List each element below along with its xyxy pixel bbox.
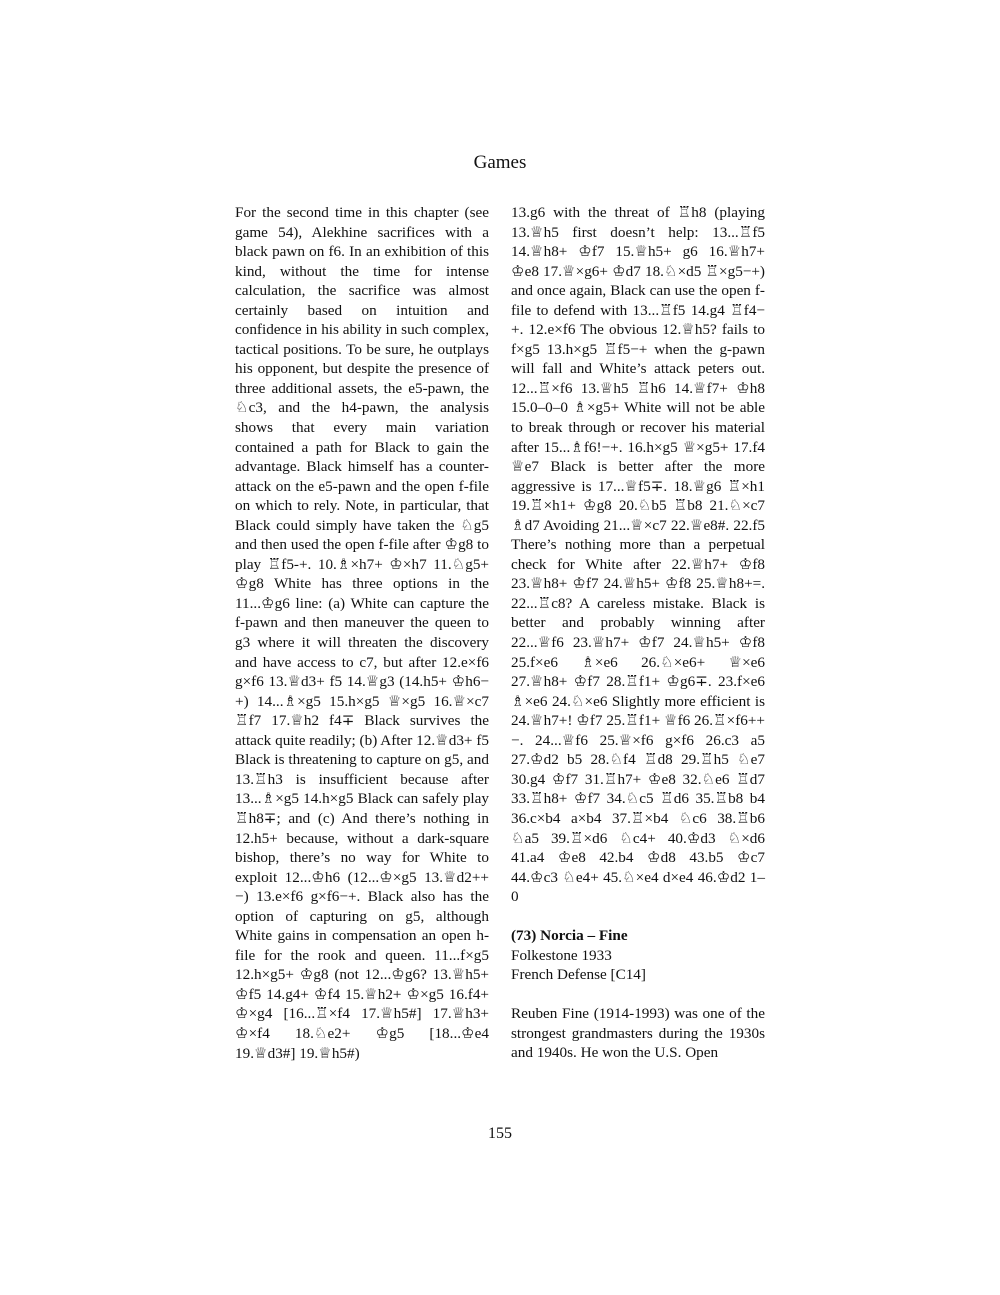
page-number: 155 (488, 1125, 512, 1142)
right-column (511, 203, 765, 1063)
commentary-paragraph: 13.g6 with the threat of ♖h8 (playing 13.♕h5 first doesn’t help: 13...♖f5 14.♕h8+ ♔f7 15.♕h5+ g6 16.♕h7+ ♔e8 17.♕×g6+ ♔d7 18.♘×d5 ♖×g5−+) and once again, Black can use the open f-file to defend with 13...♖f5 14.g4 ♖f4−+. 12.e×f6 The obvious 12.♕h5? fails to f×g5 13.h×g5 ♖f5−+ when the g-pawn will fall and White’s attack peters out. 12...♖×f6 13.♕h5 ♖h6 14.♕f7+ ♔h8 15.0–0–0 ♗×g5+ White will not be able to break through or recover his material after 15...♗f6!−+. 16.h×g5 ♕×g5+ 17.f4 ♕e7 Black is better after the more aggressive is 17...♕f5∓. 18.♕g6 ♖×h1 19.♖×h1+ ♔g8 20.♘b5 ♖b8 21.♘×c7 ♗d7 Avoiding 21...♕×c7 22.♕e8#. 22.f5 There’s nothing more than a perpetual check for White after 22.♕h7+ ♔f8 23.♕h8+ ♔f7 24.♕h5+ ♔f8 25.♕h8+=. 22...♖c8? A careless mistake. Black is better and probably winning after 22...♕f6 23.♕h7+ ♔f7 24.♕h5+ ♔f8 25.f×e6 ♗×e6 26.♘×e6+ ♕×e6 27.♕h8+ ♔f7 28.♖f1+ ♔g6∓. 23.f×e6 ♗×e6 24.♘×e6 Slightly more efficient is 24.♕h7+! ♔f7 25.♖f1+ ♕f6 26.♖×f6++−. 24...♕f6 25.♕×f6 g×f6 26.c3 a5 27.♔d2 b5 28.♘f4 ♖d8 29.♖h5 ♘e7 30.g4 ♔f7 31.♖h7+ ♔e8 32.♘e6 ♖d7 33.♖h8+ ♔f7 34.♘c5 ♖d6 35.♖b8 b4 36.c×b4 a×b4 37.♖×b4 ♘c6 38.♖b6 ♘a5 39.♖×d6 ♘c4+ 40.♔d3 ♘×d6 41.a4 ♔e8 42.b4 ♔d8 43.b5 ♔c7 44.♔c3 ♘e4+ 45.♘×e4 d×e4 46.♔d2 1–0 (511, 204, 765, 906)
page-header: Games (473, 152, 527, 173)
left-column (235, 203, 489, 1063)
game-title: (73) Norcia – Fine (511, 927, 628, 945)
commentary-paragraph: For the second time in this chapter (see game 54), Alekhine sacrifices with a black pawn on f6. In an exhibition of this kind, without the time for intense calculation, the sacrifice was almost certainly based on intuition and confidence in his ability in such complex, tactical positions. To be sure, he outplays his opponent, but despite the presence of three additional assets, the e5-pawn, the ♘c3, and the h4-pawn, the analysis shows that every main variation contained a path for Black to gain the advantage. Black himself has a counter-attack on the e5-pawn and the open f-file on which to rely. Note, in particular, that Black could simply have taken the ♘g5 and then used the open f-file after ♔g8 to play ♖f5-+. 10.♗×h7+ ♔×h7 11.♘g5+ ♔g8 White has three options in the 11...♔g6 line: (a) White can capture the f-pawn and then maneuver the queen to g3 where it will threaten the discovery and have access to c7, but after 12.e×f6 g×f6 13.♕d3+ f5 14.♕g3 (14.h5+ ♔h6−+) 14...♗×g5 15.h×g5 ♕×g5 16.♕×c7 ♖f7 17.♕h2 f4∓ Black survives the attack quite readily; (b) After 12.♕d3+ f5 Black is threatening to capture on g5, and 13.♖h3 is insufficient because after 13...♗×g5 14.h×g5 Black can safely play ♖h8∓; and (c) And there’s nothing in 12.h5+ because, without a dark-square bishop, there’s no way for White to exploit 12...♔h6 (12...♔×g5 13.♕d2++−) 13.e×f6 g×f6−+. Black also has the option of capturing on g5, although White gains in compensation an open h-file for the rook and queen. 11...f×g5 12.h×g5+ ♔g8 (not 12...♔g6? 13.♕h5+ ♔f5 14.g4+ ♔f4 15.♕h2+ ♔×g5 16.f4+ ♔×g4 [16...♖×f4 17.♕h5#] 17.♕h3+ ♔×f4 18.♘e2+ ♔g5 [18...♔e4 19.♕d3#] 19.♕h5#) (235, 204, 489, 1062)
game-opening: French Defense [C14] (511, 966, 646, 984)
bio-paragraph: Reuben Fine (1914-1993) was one of the strongest grandmasters during the 1930s and 1940s. He won the U.S. Open (511, 1005, 765, 1062)
game-event: Folkestone 1933 (511, 946, 612, 964)
